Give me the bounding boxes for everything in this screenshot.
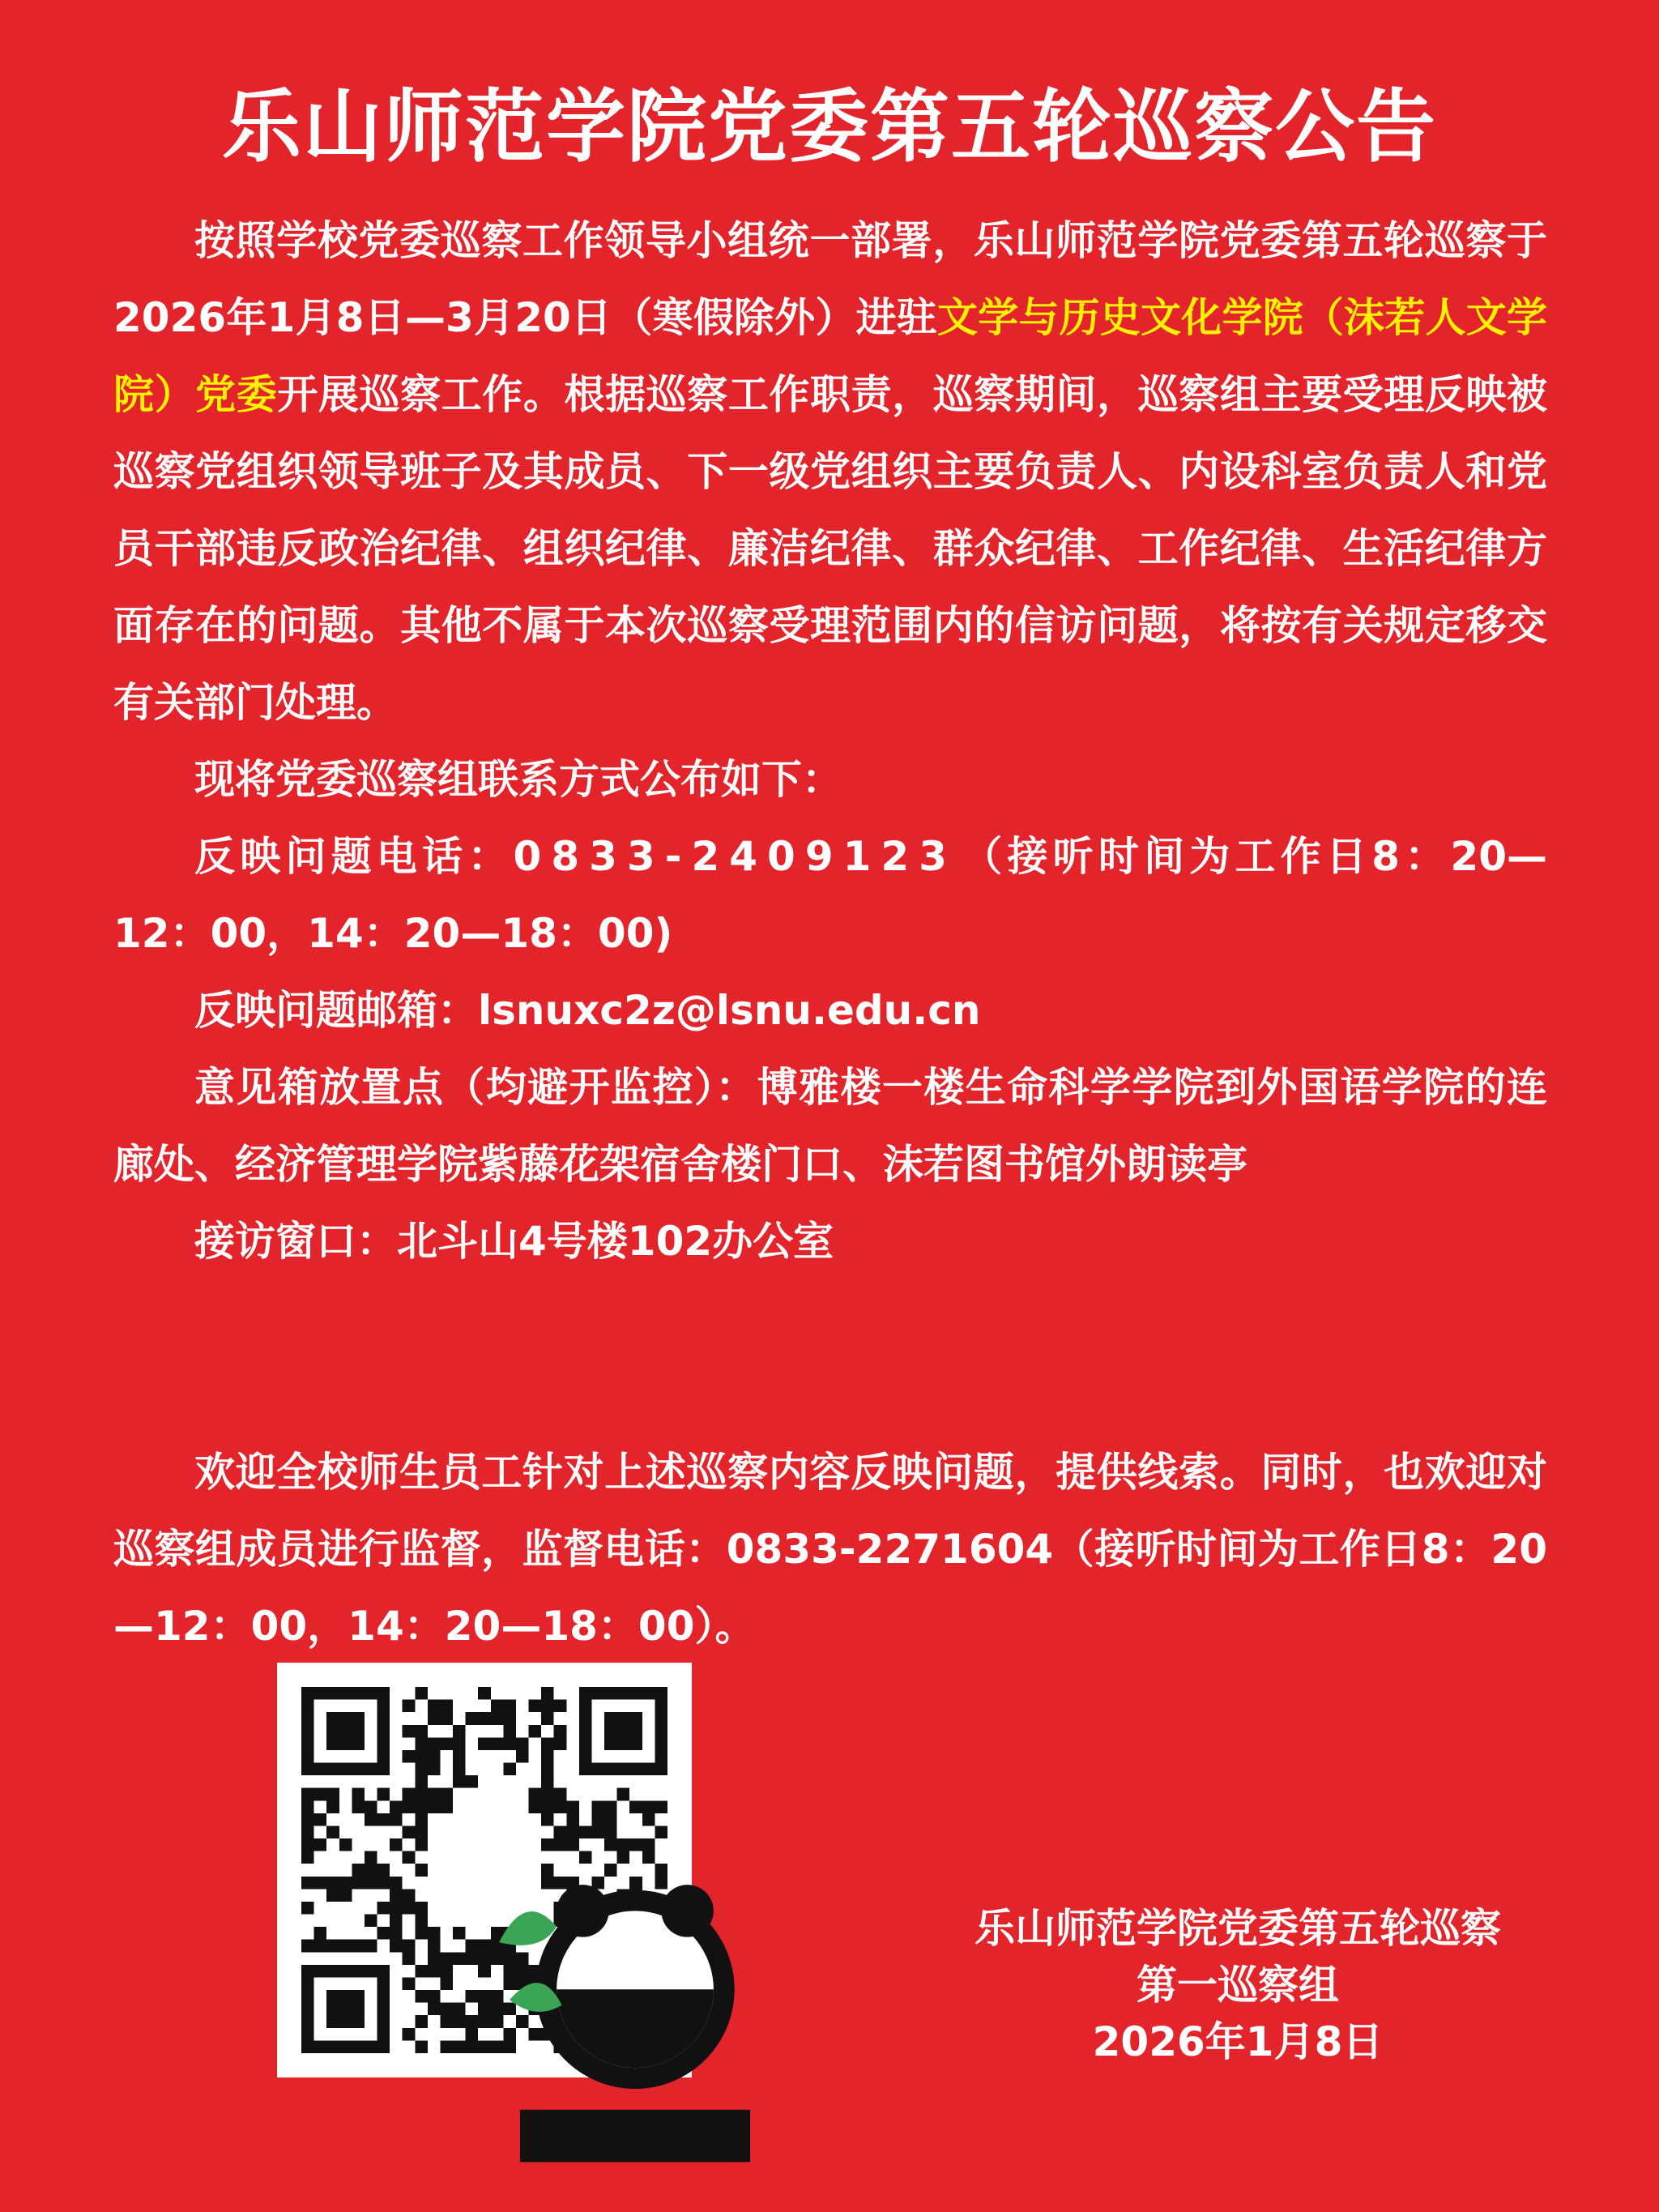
- suggestion-box-line: [113, 1049, 1547, 1203]
- intro-text-2: 开展巡察工作。根据巡察工作职责，巡察期间，巡察组主要受理反映被巡察党组织领导班子及其成员、下一级党组织主要负责人、内设科室负责人和党员干部违反政治纪律、组织纪律、廉洁纪律、群众纪律、工作纪律、生活纪律方面存在的问题。其他不属于本次巡察受理范围内的信访问题，将按有关规定移交有关部门处理。: [113, 371, 1548, 726]
- qr-logo-icon: [428, 1813, 541, 1927]
- phone-line: [113, 818, 1547, 972]
- suggestion-box-locations: 博雅楼一楼生命科学学院到外国语学院的连廊处、经济管理学院紫藤花架宿舍楼门口、沫若图书馆外朗读亭: [113, 1064, 1547, 1188]
- notice-title: 乐山师范学院党委第五轮巡察公告: [221, 80, 1437, 173]
- inspected-unit-highlight: 文学与历史文化学院（沫若人文学院）党委: [113, 294, 1547, 418]
- email-line: [113, 972, 1547, 1049]
- email-address[interactable]: lsnuxc2z@lsnu.edu.cn: [478, 987, 981, 1034]
- welcome-paragraph: 欢迎全校师生员工针对上述巡察内容反映问题，提供线索。同时，也欢迎对巡察组成员进行监督，监督电话：0833-2271604（接听时间为工作日8：20—12：00，14：20—18：00）。: [113, 1449, 1547, 1650]
- reception-window-location: 北斗山4号楼102办公室: [397, 1218, 834, 1265]
- email-label: 反映问题邮箱：: [194, 987, 478, 1034]
- phone-hours: （接听时间为工作日8：20—12：00，14：20—18：00): [113, 833, 1548, 957]
- reception-window-line: [113, 1203, 1547, 1280]
- signature-org: 乐山师范学院党委第五轮巡察: [975, 1905, 1501, 1952]
- intro-paragraph: [113, 203, 1547, 741]
- signature-group: 第一巡察组: [1137, 1962, 1339, 2009]
- spacer: [113, 1280, 1547, 1434]
- intro-text-1: 按照学校党委巡察工作领导小组统一部署，乐山师范学院党委第五轮巡察于2026年1月8日—3月20日（寒假除外）进驻: [113, 217, 1547, 341]
- reception-window-label: 接访窗口：: [194, 1218, 397, 1265]
- phone-label: 反映问题电话：: [194, 833, 514, 880]
- suggestion-box-label: 意见箱放置点（均避开监控）：: [194, 1064, 757, 1111]
- qr-code[interactable]: [277, 1663, 692, 2077]
- signature-date: 2026年1月8日: [1092, 2018, 1384, 2065]
- contact-intro: 现将党委巡察组联系方式公布如下：: [194, 756, 842, 803]
- signature-block: [930, 1900, 1546, 2070]
- notice-body: [113, 203, 1547, 1665]
- phone-number[interactable]: 0833-2409123: [513, 833, 957, 880]
